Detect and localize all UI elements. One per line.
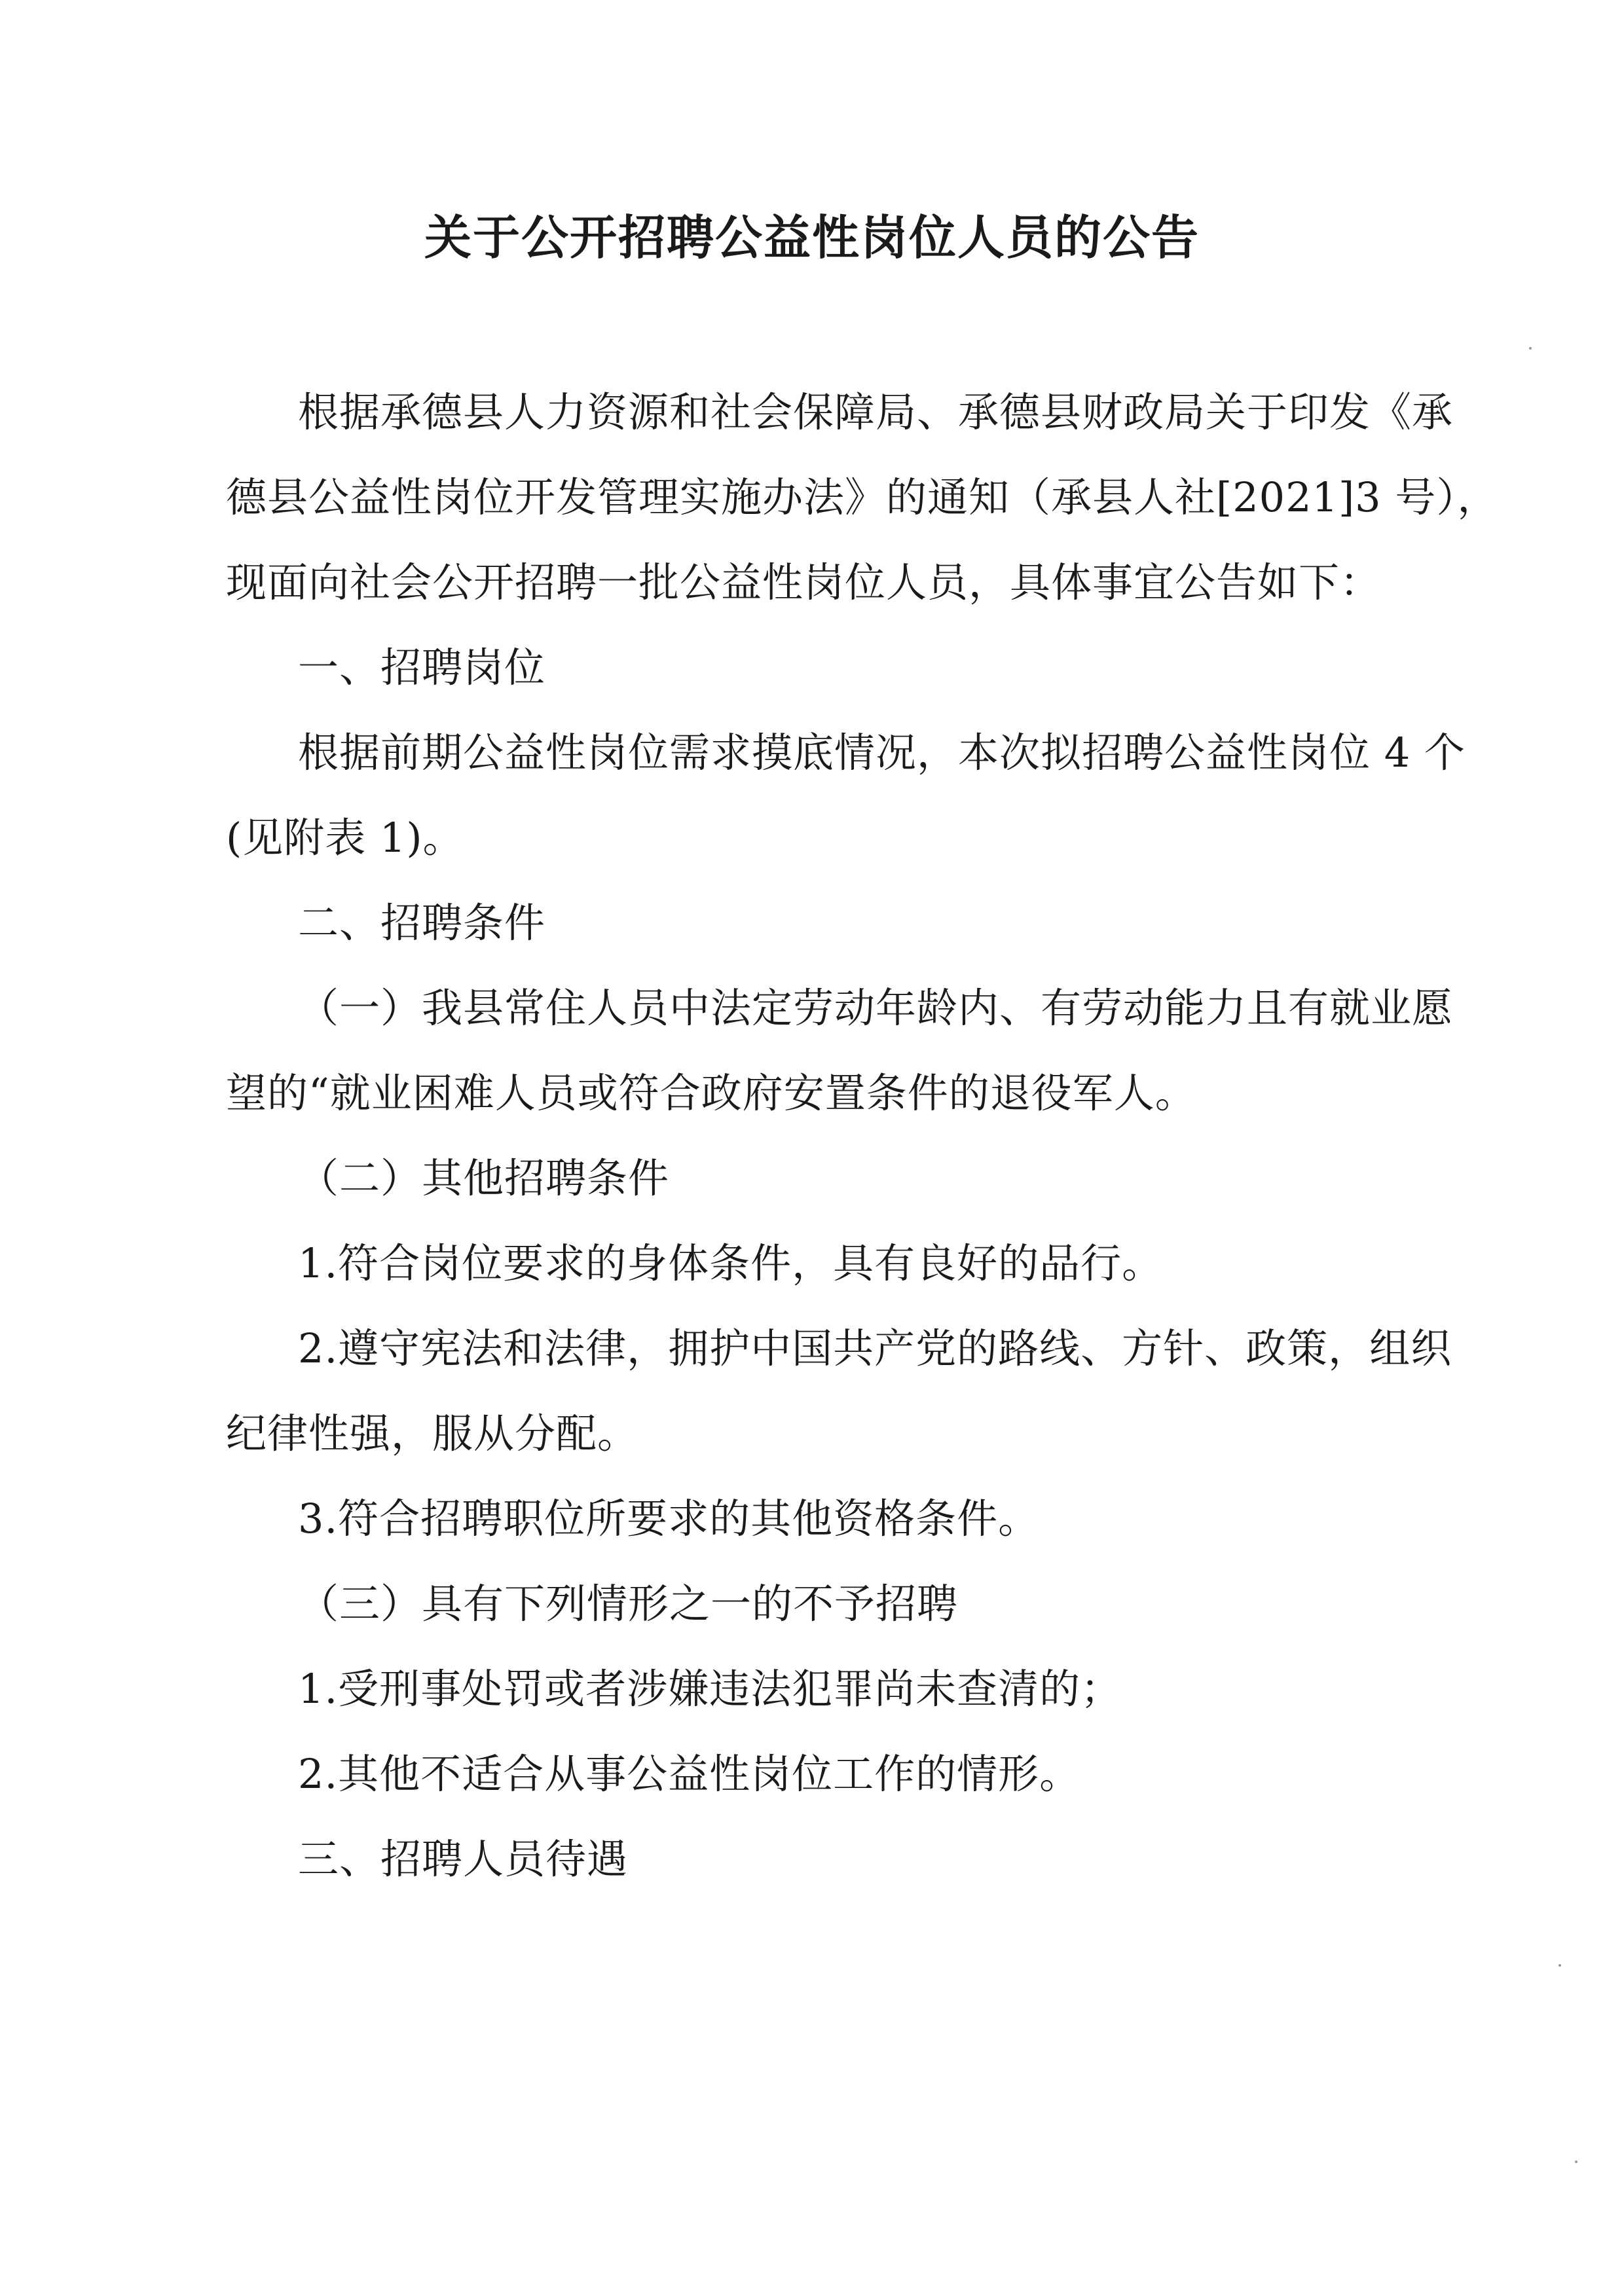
paragraph-line: (见附表 1)。 <box>226 814 464 862</box>
list-item: 1.符合岗位要求的身体条件，具有良好的品行。 <box>298 1239 1164 1287</box>
list-item: 3.符合招聘职位所要求的其他资格条件。 <box>298 1495 1040 1542</box>
list-item: 1.受刑事处罚或者涉嫌违法犯罪尚未查清的； <box>298 1665 1122 1713</box>
subsection-heading: （二）其他招聘条件 <box>298 1154 670 1202</box>
paragraph-line: 纪律性强，服从分配。 <box>226 1410 639 1457</box>
document-title: 关于公开招聘公益性岗位人员的公告 <box>424 210 1200 265</box>
paragraph-line: 德县公益性岗位开发管理实施办法》的通知（承县人社[2021]3 号）， <box>226 473 1499 521</box>
list-item: 2.其他不适合从事公益性岗位工作的情形。 <box>298 1750 1081 1798</box>
scan-speck <box>1559 1964 1561 1967</box>
section-heading: 二、招聘条件 <box>298 899 546 947</box>
paragraph-line: 现面向社会公开招聘一批公益性岗位人员，具体事宜公告如下： <box>226 558 1382 606</box>
subsection-heading: （三）具有下列情形之一的不予招聘 <box>298 1580 959 1628</box>
paragraph-line: 根据前期公益性岗位需求摸底情况，本次拟招聘公益性岗位 4 个 <box>298 729 1466 776</box>
paragraph-line: 根据承德县人力资源和社会保障局、承德县财政局关于印发《承 <box>298 388 1454 436</box>
scan-speck <box>1575 2160 1578 2163</box>
list-item: 2.遵守宪法和法律，拥护中国共产党的路线、方针、政策，组织 <box>298 1324 1452 1372</box>
paragraph-line: （一）我县常住人员中法定劳动年龄内、有劳动能力且有就业愿 <box>298 984 1454 1032</box>
section-heading: 一、招聘岗位 <box>298 644 546 691</box>
paragraph-line: 望的“就业困难人员或符合政府安置条件的退役军人。 <box>226 1069 1196 1117</box>
section-heading: 三、招聘人员待遇 <box>298 1835 629 1883</box>
scan-speck <box>1529 347 1532 350</box>
